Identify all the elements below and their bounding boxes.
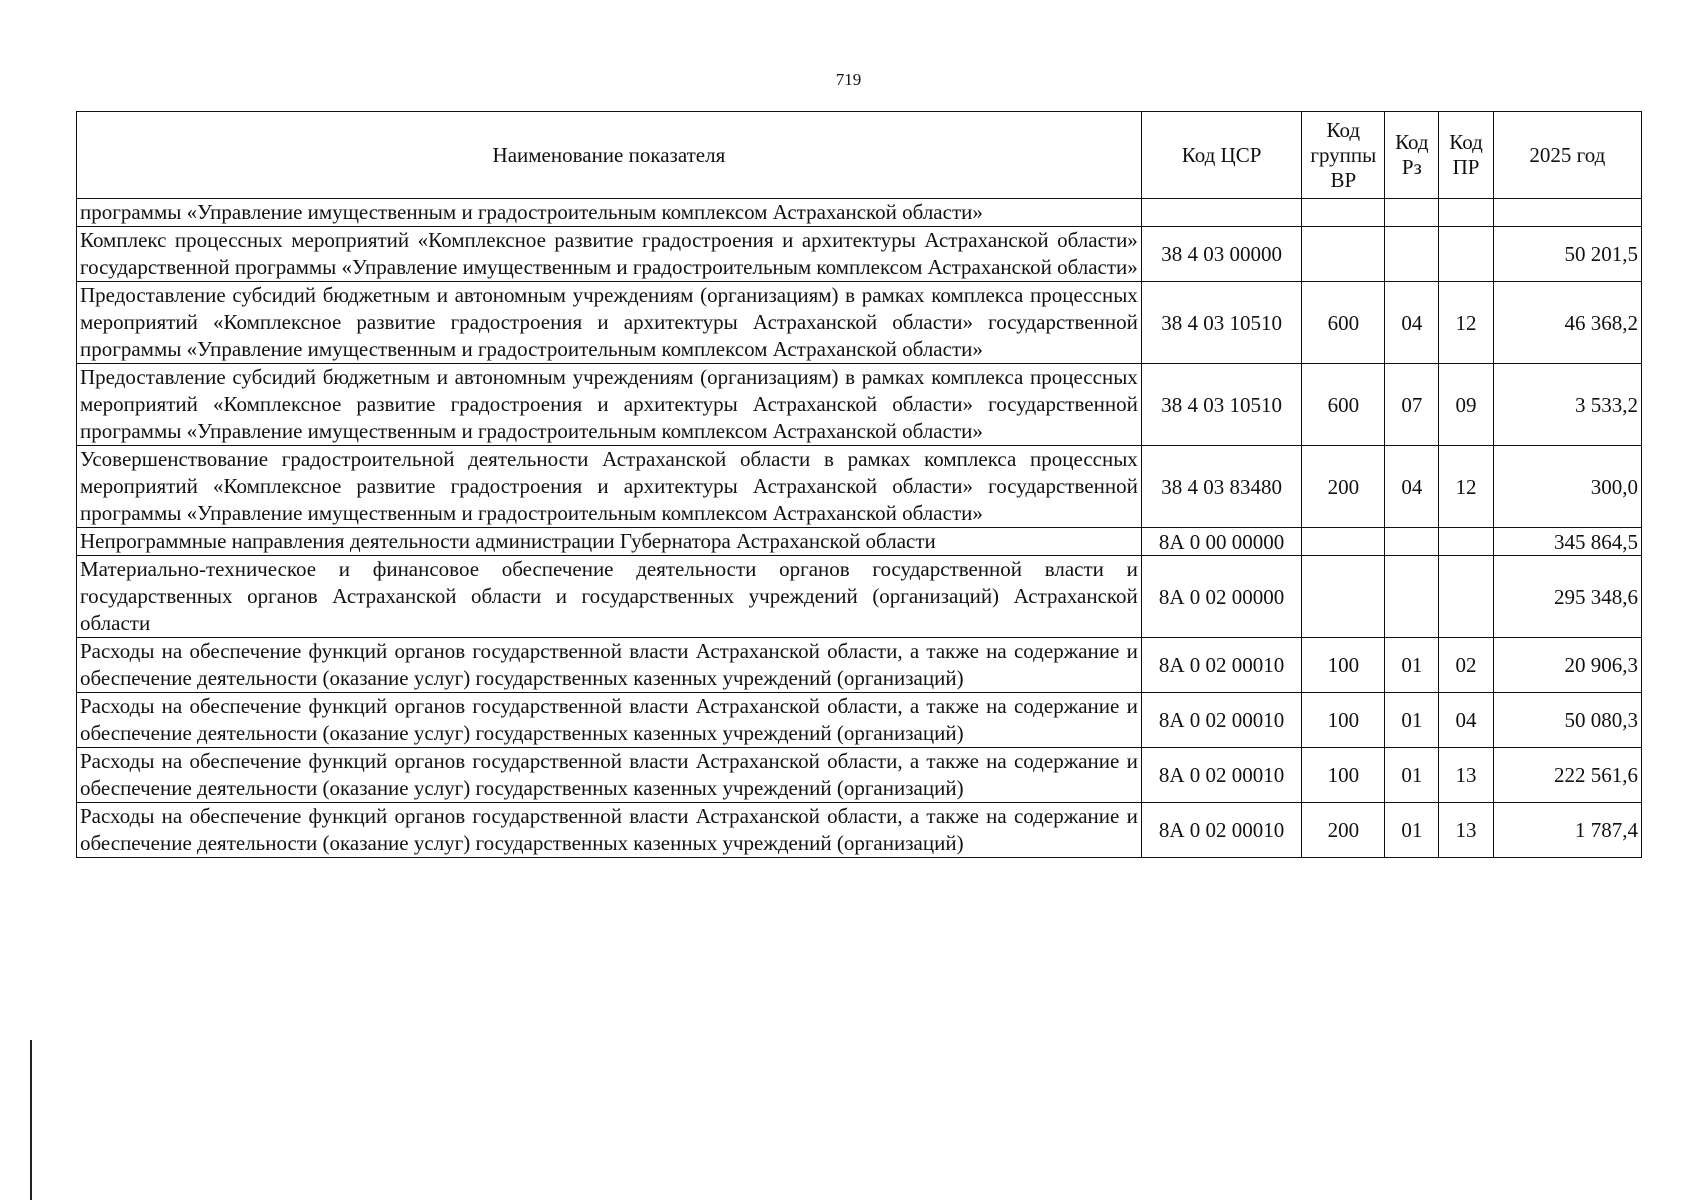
row-amount: 345 864,5 <box>1493 528 1641 556</box>
table-row <box>77 446 1642 528</box>
table-header-row <box>77 112 1642 199</box>
row-vr <box>1302 227 1385 282</box>
row-rz: 01 <box>1385 803 1439 858</box>
row-amount: 46 368,2 <box>1493 282 1641 364</box>
row-rz <box>1385 528 1439 556</box>
row-rz: 04 <box>1385 446 1439 528</box>
row-amount: 20 906,3 <box>1493 638 1641 693</box>
row-name: Расходы на обеспечение функций органов государственной власти Астраханской области, а также на содержание и обеспечение деятельности (оказание услуг) государственных казенных учреждений (организаций) <box>77 638 1142 693</box>
row-name: Непрограммные направления деятельности администрации Губернатора Астраханской области <box>77 528 1142 556</box>
row-rz: 04 <box>1385 282 1439 364</box>
row-csr: 8А 0 02 00010 <box>1141 638 1302 693</box>
row-rz <box>1385 199 1439 227</box>
row-pr: 09 <box>1439 364 1493 446</box>
row-amount: 222 561,6 <box>1493 748 1641 803</box>
row-csr: 8А 0 02 00010 <box>1141 748 1302 803</box>
row-rz: 01 <box>1385 693 1439 748</box>
header-rz: Код Рз <box>1385 112 1439 199</box>
row-vr: 100 <box>1302 638 1385 693</box>
table-row <box>77 528 1642 556</box>
row-name: Комплекс процессных мероприятий «Комплексное развитие градостроения и архитектуры Астраханской области» государственной программы «Управление имущественным и градостроительным комплексом Астраханской области» <box>77 227 1142 282</box>
row-amount: 50 201,5 <box>1493 227 1641 282</box>
row-vr <box>1302 556 1385 638</box>
row-vr <box>1302 199 1385 227</box>
row-rz <box>1385 227 1439 282</box>
row-amount: 1 787,4 <box>1493 803 1641 858</box>
row-name: Предоставление субсидий бюджетным и автономным учреждениям (организациям) в рамках комплекса процессных мероприятий «Комплексное развитие градостроения и архитектуры Астраханской области» государственной программы «Управление имущественным и градостроительным комплексом Астраханской области» <box>77 282 1142 364</box>
scan-edge-line <box>30 1040 32 1200</box>
row-csr: 38 4 03 00000 <box>1141 227 1302 282</box>
row-amount: 295 348,6 <box>1493 556 1641 638</box>
row-pr <box>1439 199 1493 227</box>
row-name: Расходы на обеспечение функций органов государственной власти Астраханской области, а также на содержание и обеспечение деятельности (оказание услуг) государственных казенных учреждений (организаций) <box>77 803 1142 858</box>
row-amount: 50 080,3 <box>1493 693 1641 748</box>
table-row <box>77 748 1642 803</box>
row-rz <box>1385 556 1439 638</box>
header-name: Наименование показателя <box>77 112 1142 199</box>
row-amount <box>1493 199 1641 227</box>
table-row <box>77 199 1642 227</box>
row-csr: 8А 0 02 00010 <box>1141 803 1302 858</box>
row-csr: 38 4 03 10510 <box>1141 282 1302 364</box>
row-vr: 100 <box>1302 693 1385 748</box>
table-row <box>77 282 1642 364</box>
row-pr: 02 <box>1439 638 1493 693</box>
row-rz: 07 <box>1385 364 1439 446</box>
header-pr: Код ПР <box>1439 112 1493 199</box>
row-name: Предоставление субсидий бюджетным и автономным учреждениям (организациям) в рамках комплекса процессных мероприятий «Комплексное развитие градостроения и архитектуры Астраханской области» государственной программы «Управление имущественным и градостроительным комплексом Астраханской области» <box>77 364 1142 446</box>
header-csr: Код ЦСР <box>1141 112 1302 199</box>
row-amount: 300,0 <box>1493 446 1641 528</box>
row-vr: 200 <box>1302 803 1385 858</box>
table-row <box>77 556 1642 638</box>
row-vr: 600 <box>1302 364 1385 446</box>
page-number: 719 <box>835 70 862 89</box>
row-pr <box>1439 528 1493 556</box>
table-row <box>77 364 1642 446</box>
row-pr: 04 <box>1439 693 1493 748</box>
row-pr: 12 <box>1439 446 1493 528</box>
row-name: Усовершенствование градостроительной деятельности Астраханской области в рамках комплекса процессных мероприятий «Комплексное развитие градостроения и архитектуры Астраханской области» государственной программы «Управление имущественным и градостроительным комплексом Астраханской области» <box>77 446 1142 528</box>
row-csr: 8А 0 02 00000 <box>1141 556 1302 638</box>
table-row <box>77 803 1642 858</box>
table-row <box>77 638 1642 693</box>
row-amount: 3 533,2 <box>1493 364 1641 446</box>
row-csr: 8А 0 02 00010 <box>1141 693 1302 748</box>
table-row <box>77 693 1642 748</box>
row-pr <box>1439 227 1493 282</box>
row-pr: 13 <box>1439 748 1493 803</box>
row-name: Расходы на обеспечение функций органов государственной власти Астраханской области, а также на содержание и обеспечение деятельности (оказание услуг) государственных казенных учреждений (организаций) <box>77 693 1142 748</box>
row-vr: 100 <box>1302 748 1385 803</box>
row-csr: 38 4 03 83480 <box>1141 446 1302 528</box>
row-pr <box>1439 556 1493 638</box>
row-pr: 13 <box>1439 803 1493 858</box>
row-rz: 01 <box>1385 638 1439 693</box>
row-name: Материально-техническое и финансовое обеспечение деятельности органов государственной власти и государственных органов Астраханской области и государственных учреждений (организаций) Астраханской области <box>77 556 1142 638</box>
row-rz: 01 <box>1385 748 1439 803</box>
row-csr: 8А 0 00 00000 <box>1141 528 1302 556</box>
row-vr: 600 <box>1302 282 1385 364</box>
header-vr: Код группы ВР <box>1302 112 1385 199</box>
row-pr: 12 <box>1439 282 1493 364</box>
row-name: программы «Управление имущественным и градостроительным комплексом Астраханской области» <box>77 199 1142 227</box>
budget-table <box>76 111 1642 858</box>
table-row <box>77 227 1642 282</box>
row-csr: 38 4 03 10510 <box>1141 364 1302 446</box>
row-vr <box>1302 528 1385 556</box>
header-year: 2025 год <box>1493 112 1641 199</box>
row-csr <box>1141 199 1302 227</box>
row-name: Расходы на обеспечение функций органов государственной власти Астраханской области, а также на содержание и обеспечение деятельности (оказание услуг) государственных казенных учреждений (организаций) <box>77 748 1142 803</box>
row-vr: 200 <box>1302 446 1385 528</box>
